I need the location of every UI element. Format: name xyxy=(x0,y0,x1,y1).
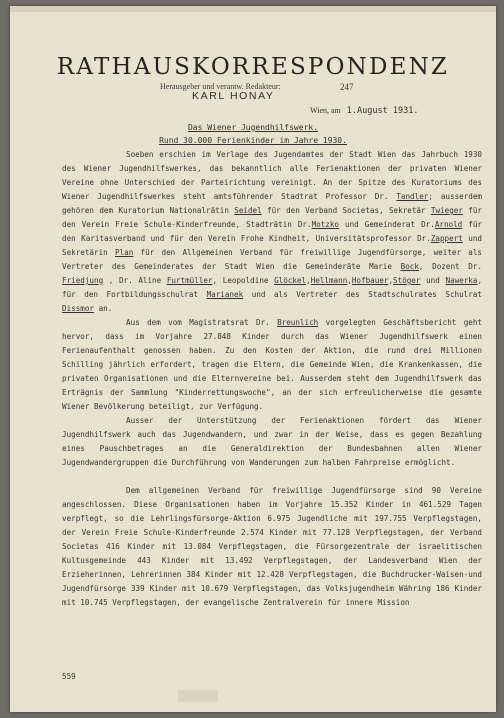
text-run: , xyxy=(347,276,352,285)
underlined-name: Hofbauer xyxy=(351,276,389,285)
underlined-name: Arnold xyxy=(434,220,463,229)
underlined-name: Breunlich xyxy=(277,318,319,327)
page-number: 247 xyxy=(340,82,354,92)
underlined-name: Friedjung xyxy=(62,276,104,285)
text-run: und Sekretärin xyxy=(62,234,482,257)
masthead-title: RATHAUSKORRESPONDENZ xyxy=(56,54,450,80)
text-run: Aus dem vom Magistratsrat Dr. xyxy=(126,318,278,327)
editor-name: KARL HONAY xyxy=(192,90,275,102)
paragraph xyxy=(62,148,482,316)
underlined-name: Stöger xyxy=(393,276,421,285)
text-run: und als Vertreter des Stadtschulrates Schulrat xyxy=(243,290,482,299)
underlined-name: Furtmüller xyxy=(166,276,213,285)
text-run: Soeben erschien im Verlage des Jugendamtes der Stadt Wien das Jahrbuch 1930 des Wiener Jugendhilfswerkes, das bekanntlich alle Ferienaktionen der privaten Wiener Vereine ohne Unterschied der Parteirichtung vereinigt. An der Spitze des Kuratoriums des Wiener Jugendhilfswerkes steht amtsführender Stadtrat Professor Dr. xyxy=(62,150,482,201)
text-run: , xyxy=(388,276,394,285)
underlined-name: Bock xyxy=(400,262,419,271)
article-body xyxy=(62,148,482,610)
text-run: , Dozent Dr. xyxy=(418,262,482,271)
underlined-name: Twieger xyxy=(430,206,463,215)
underlined-name: Dissmor xyxy=(62,304,95,313)
text-run: , Leopoldine xyxy=(212,276,275,285)
underlined-name: Hellmann xyxy=(310,276,348,285)
text-run: vorgelegten Geschäftsbericht geht hervor, dass im Vorjahre 27.848 Kinder durch das Wiener Jugendhilfswerk einen Ferienaufenthalt genossen haben. Zu den Kosten der Aktion, die rund drei Millionen Schilling jährlich erfordert, tragen die Eltern, die Gemeinde Wien, die Krankenkassen, die privaten Organisationen und die Elternvereine bei. Ausserdem steht dem Jugendhilfswerk das Erträgnis der Sammlung "Kinderrettungswoche", an der sich erfreulicherweise die gesamte Wiener Bevölkerung beteiligt, zur Verfügung. xyxy=(62,318,482,411)
dateline-place: Wien, am xyxy=(310,106,341,115)
paragraph xyxy=(62,484,482,610)
text-run: für den Karitasverband und für den Verein Frohe Kindheit, Universitätsprofessor Dr. xyxy=(62,220,482,243)
underlined-name: Tandler xyxy=(396,192,429,201)
text-run: Ausser der Unterstützung der Ferienaktionen fördert das Wiener Jugendhilfswerk auch das Jugendwandern, und zwar in der Weise, dass es gegen Bezahlung eines Pauschbetrages an die Generaldirektion der Bundesbahnen allen Wiener Jugendwandergruppen die Durchführung von Wanderungen zum halben Fahrpreise ermöglicht. xyxy=(62,416,482,467)
underlined-name: Marianek xyxy=(206,290,244,299)
paragraph xyxy=(62,414,482,470)
text-run: für den Verein Freie Schule-Kinderfreunde, Stadträtin Dr. xyxy=(62,206,482,229)
underlined-name: Zappert xyxy=(430,234,463,243)
paragraph-gap xyxy=(62,470,482,484)
headline-title: Das Wiener Jugendhilfswerk. xyxy=(187,123,319,132)
text-run: , Dr. Aline xyxy=(103,276,167,285)
text-run: an. xyxy=(94,304,113,313)
text-run: und xyxy=(420,276,446,285)
underlined-name: Motzko xyxy=(311,220,340,229)
underlined-name: Glöckel xyxy=(274,276,307,285)
text-run: für den Allgemeinen Verband für freiwillige Jugendfürsorge, weiter als Vertreter des Gemeinderates der Stadt Wien die Gemeinderäte Marie xyxy=(62,248,482,271)
dateline-date: 1.August 1931. xyxy=(346,106,419,116)
text-run: Dem allgemeinen Verband für freiwillige Jugendfürsorge sind 90 Vereine angeschlossen. Diese Organisationen haben im Vorjahre 15.352 Kinder in 461.529 Tagen verpflegt, so die Lehrlingsfürsorge-Aktion 6.975 Jugendliche mit 197.755 Verpflegstagen, der Verein Freie Schule-Kinderfreunde 2.574 Kinder mit 77.128 Verpflegstagen, der Verband Societas 416 Kinder mit 13.084 Verpflegstagen, die Fürsorgezentrale der israelitischen Kultusgemeinde 443 Kinder mit 13.492 Verpflegstagen, der Landesverband Wien der Erzieherinnen, Lehrerinnen 384 Kinder mit 12.428 Verpflegstagen, die Buchdrucker-Waisen-und Jugendfürsorge 339 Kinder mit 10.679 Verpflegstagen, das Volksjugendheim Währing 186 Kinder mit 10.745 Verpflegstagen, der evangelische Zentralverein für innere Mission xyxy=(62,486,482,607)
text-run: für den Verband Societas, Sekretär xyxy=(261,206,431,215)
underlined-name: Plan xyxy=(114,248,134,257)
masthead-subtitle: Herausgeber und verantw. Redakteur: xyxy=(160,82,281,91)
text-run: , für den Fortbildungsschulrat xyxy=(62,276,483,299)
dateline xyxy=(310,106,418,116)
headline-subtitle: Rund 30.000 Ferienkinder im Jahre 1930. xyxy=(159,136,347,145)
archive-mark xyxy=(178,690,218,702)
underlined-name: Seidel xyxy=(234,206,262,215)
text-run: und Gemeinderat Dr. xyxy=(339,220,435,229)
document-page xyxy=(10,6,496,712)
trailing-number: 559 xyxy=(62,672,76,681)
underlined-name: Nawerka xyxy=(445,276,478,285)
text-run: , xyxy=(306,276,311,285)
page-top-edge xyxy=(10,6,496,12)
text-run: ; ausserdem gehören dem Kuratorium Nationalrätin xyxy=(62,192,482,215)
paragraph xyxy=(62,316,482,414)
